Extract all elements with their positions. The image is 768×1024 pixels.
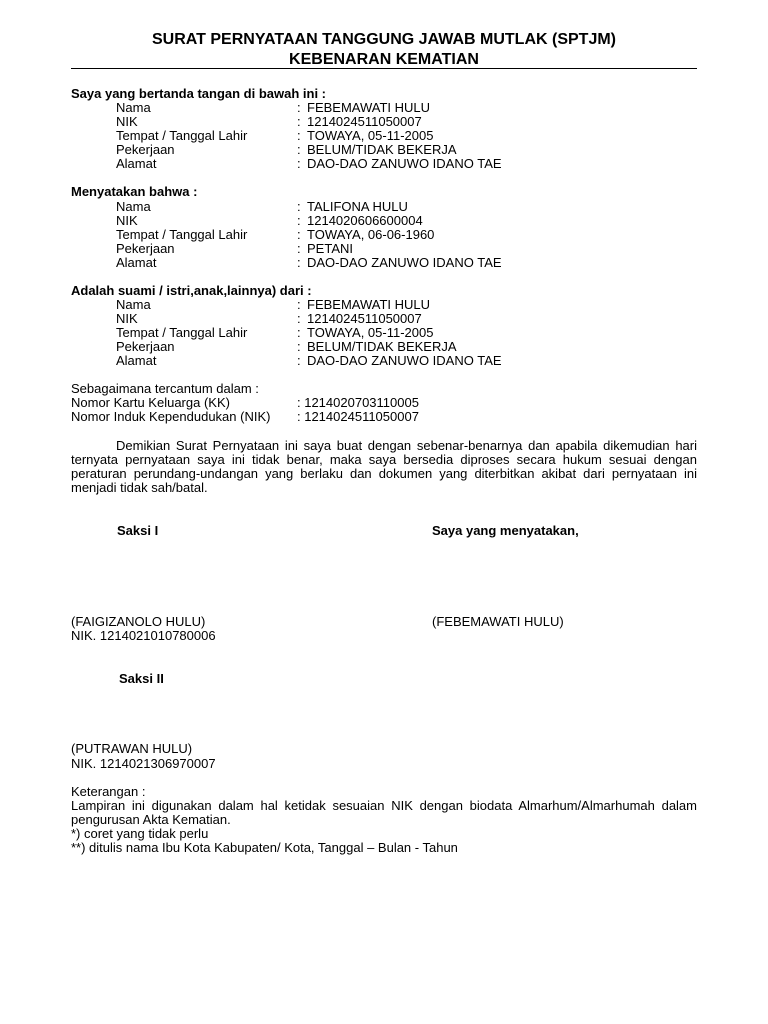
- field-colon: :: [297, 325, 301, 340]
- field-label: NIK: [116, 114, 138, 129]
- field-value: TOWAYA, 05-11-2005: [307, 325, 434, 340]
- note-1: *) coret yang tidak perlu: [71, 826, 209, 841]
- field-row: [0, 214, 768, 228]
- declarant-label: Saya yang menyatakan,: [432, 523, 579, 538]
- field-value: BELUM/TIDAK BEKERJA: [307, 339, 457, 354]
- field-label: Pekerjaan: [116, 339, 175, 354]
- witness1-name: (FAIGIZANOLO HULU): [71, 614, 206, 629]
- field-row: [0, 354, 768, 368]
- field-value: TALIFONA HULU: [307, 199, 408, 214]
- statement-paragraph: Demikian Surat Pernyataan ini saya buat dengan sebenar-benarnya dan apabila dikemudian hari ternyata pernyataan saya ini tidak benar, maka saya bersedia diproses secara hukum sesuai dengan peraturan perundang-undangan yang berlaku dan dokumen yang diterbitkan akibat dari pernyataan ini menjadi tidak sah/batal.: [71, 438, 697, 495]
- field-label: Pekerjaan: [116, 241, 175, 256]
- field-label: Tempat / Tanggal Lahir: [116, 227, 248, 242]
- field-label: Nama: [116, 100, 151, 115]
- field-colon: :: [297, 142, 301, 157]
- title-underline: [71, 68, 697, 69]
- field-row: [0, 157, 768, 171]
- field-row: [0, 143, 768, 157]
- field-row: [0, 340, 768, 354]
- field-colon: :: [297, 128, 301, 143]
- witness2-label: Saksi II: [119, 671, 164, 686]
- field-value: TOWAYA, 05-11-2005: [307, 128, 434, 143]
- field-value: DAO-DAO ZANUWO IDANO TAE: [307, 156, 502, 171]
- witness1-label: Saksi I: [117, 523, 159, 538]
- document-title: SURAT PERNYATAAN TANGGUNG JAWAB MUTLAK (SPTJM): [152, 31, 616, 48]
- nik-label: Nomor Induk Kependudukan (NIK): [71, 409, 271, 424]
- field-value: BELUM/TIDAK BEKERJA: [307, 142, 457, 157]
- nik-value: : 1214024511050007: [297, 409, 419, 424]
- field-row: [0, 312, 768, 326]
- field-row: [0, 101, 768, 115]
- field-value: FEBEMAWATI HULU: [307, 297, 431, 312]
- witness2-nik: NIK. 1214021306970007: [71, 756, 216, 771]
- section1-heading: Saya yang bertanda tangan di bawah ini :: [71, 86, 326, 101]
- field-colon: :: [297, 114, 301, 129]
- field-colon: :: [297, 199, 301, 214]
- section3-heading: Adalah suami / istri,anak,lainnya) dari :: [71, 283, 312, 298]
- document-subtitle: KEBENARAN KEMATIAN: [289, 51, 479, 68]
- field-row: [0, 298, 768, 312]
- field-row: [0, 129, 768, 143]
- field-label: Alamat: [116, 156, 157, 171]
- field-label: Nama: [116, 199, 151, 214]
- field-label: NIK: [116, 311, 138, 326]
- witness2-name: (PUTRAWAN HULU): [71, 741, 193, 756]
- field-value: 1214020606600004: [307, 213, 423, 228]
- field-colon: :: [297, 156, 301, 171]
- notes-text: Lampiran ini digunakan dalam hal ketidak sesuaian NIK dengan biodata Almarhum/Almarhumah dalam pengurusan Akta Kematian.: [71, 798, 697, 827]
- note-2: **) ditulis nama Ibu Kota Kabupaten/ Kota, Tanggal – Bulan - Tahun: [71, 840, 458, 855]
- field-colon: :: [297, 100, 301, 115]
- field-row: [0, 228, 768, 242]
- field-label: NIK: [116, 213, 138, 228]
- field-colon: :: [297, 227, 301, 242]
- field-colon: :: [297, 241, 301, 256]
- reference-heading: Sebagaimana tercantum dalam :: [71, 381, 259, 396]
- field-label: Nama: [116, 297, 151, 312]
- field-value: PETANI: [307, 241, 353, 256]
- field-value: DAO-DAO ZANUWO IDANO TAE: [307, 353, 502, 368]
- section2-heading: Menyatakan bahwa :: [71, 184, 198, 199]
- field-colon: :: [297, 339, 301, 354]
- declarant-name: (FEBEMAWATI HULU): [432, 614, 564, 629]
- field-label: Alamat: [116, 353, 157, 368]
- field-row: [0, 115, 768, 129]
- field-colon: :: [297, 353, 301, 368]
- field-value: FEBEMAWATI HULU: [307, 100, 431, 115]
- field-colon: :: [297, 311, 301, 326]
- kk-value: : 1214020703110005: [297, 395, 419, 410]
- field-label: Tempat / Tanggal Lahir: [116, 128, 248, 143]
- field-value: 1214024511050007: [307, 114, 422, 129]
- field-value: DAO-DAO ZANUWO IDANO TAE: [307, 255, 502, 270]
- kk-label: Nomor Kartu Keluarga (KK): [71, 395, 230, 410]
- field-value: 1214024511050007: [307, 311, 422, 326]
- field-row: [0, 326, 768, 340]
- field-label: Pekerjaan: [116, 142, 175, 157]
- field-value: TOWAYA, 06-06-1960: [307, 227, 435, 242]
- field-label: Tempat / Tanggal Lahir: [116, 325, 248, 340]
- field-label: Alamat: [116, 255, 157, 270]
- field-colon: :: [297, 297, 301, 312]
- notes-heading: Keterangan :: [71, 784, 146, 799]
- field-colon: :: [297, 213, 301, 228]
- field-row: [0, 256, 768, 270]
- field-row: [0, 200, 768, 214]
- witness1-nik: NIK. 1214021010780006: [71, 628, 216, 643]
- field-row: [0, 242, 768, 256]
- field-colon: :: [297, 255, 301, 270]
